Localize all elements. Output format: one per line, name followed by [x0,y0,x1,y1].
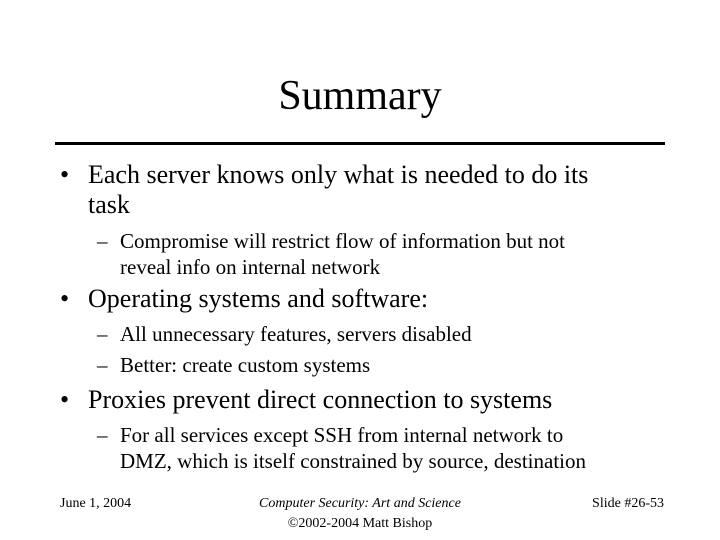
bullet-3-sub-1-line1: For all services except SSH from internal network to [120,423,564,447]
bullet-1-sub-1-marker: – [97,229,108,253]
bullet-1-marker: • [60,160,70,189]
bullet-1-text-line2: task [88,190,130,219]
footer-course-title: Computer Security: Art and Science [259,496,461,511]
slide-title: Summary [278,73,442,119]
bullet-3-text-line1: Proxies prevent direct connection to systems [88,385,553,414]
bullet-2-marker: • [60,284,70,313]
bullet-3-sub-1-line2: DMZ, which is itself constrained by source, destination [120,449,586,473]
bullet-1-sub-1-line2: reveal info on internal network [120,255,381,279]
bullet-2-sub-2-line1: Better: create custom systems [120,353,371,377]
footer-course-info [200,494,520,534]
title-divider [55,142,665,145]
bullet-2-sub-1-line1: All unnecessary features, servers disabled [120,322,472,346]
bullet-2-text-line1: Operating systems and software: [88,284,429,313]
footer-date: June 1, 2004 [60,496,132,511]
bullet-1-sub-1-line1: Compromise will restrict flow of information but not [120,229,566,253]
footer-copyright: ©2002-2004 Matt Bishop [287,516,433,531]
bullet-3-sub-1-marker: – [97,423,108,447]
bullet-3-marker: • [60,385,70,414]
bullet-2-sub-2-marker: – [97,353,108,377]
bullet-2-sub-1-marker: – [97,322,108,346]
footer-slide-number: Slide #26-53 [592,496,664,511]
bullet-1-text-line1: Each server knows only what is needed to do its [88,160,589,189]
